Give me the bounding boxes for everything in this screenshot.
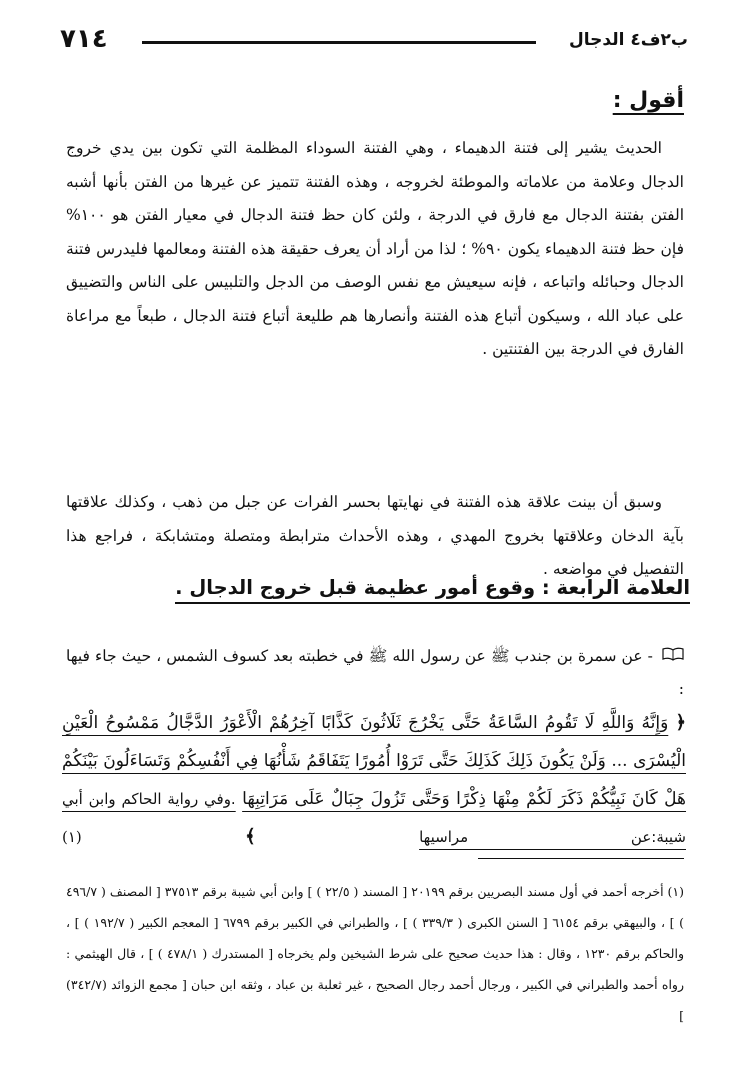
page-number: ٧١٤	[60, 24, 108, 54]
footnote-separator	[478, 858, 684, 859]
hadith-marker: -	[647, 647, 653, 665]
variant-reading-note: .وفي رواية الحاكم وابن أبي شيبة:عن مراسيها	[62, 790, 686, 846]
close-quran-bracket: ﴾	[245, 826, 256, 847]
hadith-text: وَإِنَّهُ وَاللَّهِ لَا تَقُومُ السَّاعَةُ حَتَّى يَخْرُجَ ثَلَاثُونَ كَذَّابًا آخِرُهُمْ الْأَعْوَرُ الدَّجَّالُ مَمْسُوحُ الْعَيْنِ الْيُسْرَى ... وَلَنْ يَكُونَ ذَلِكَ كَذَلِكَ حَتَّى تَرَوْا أُمُورًا يَتَفَاقَمُ شَأْنُهَا فِي أَنْفُسِكُمْ وَتَسَاءَلُونَ بَيْنَكُمْ هَلْ كَانَ نَبِيُّكُمْ ذَكَرَ لَكُمْ مِنْهَا ذِكْرًا وَحَتَّى تَزُولَ جِبَالٌ عَلَى مَرَاتِبِهَا	[62, 713, 687, 809]
aqul-heading-text: أقول :	[612, 88, 684, 113]
footnote	[66, 876, 684, 1031]
hadith-intro	[66, 640, 684, 706]
cross-reference-text: وسبق أن بينت علاقة هذه الفتنة في نهايتها بحسر الفرات عن جبل من ذهب ، وكذلك علاقتها بآية الدخان وعلاقتها بخروج المهدي ، وهذه الأحداث مترابطة ومتصلة ومتشابكة ، فراجع هذا التفصيل في مواضعه .	[66, 493, 684, 578]
commentary-paragraph	[66, 132, 684, 367]
footnote-ref[interactable]: (١)	[62, 828, 82, 846]
open-quran-bracket: ﴿	[675, 712, 686, 733]
hadith-quote	[62, 704, 686, 856]
section-heading	[60, 576, 690, 599]
cross-reference-paragraph	[66, 486, 684, 587]
hadith-intro-text: عن سمرة بن جندب ﷺ عن رسول الله ﷺ في خطبته بعد كسوف الشمس ، حيث جاء فيها :	[66, 647, 684, 698]
aqul-heading	[66, 88, 684, 113]
footnote-text: (١) أخرجه أحمد في أول مسند البصريين برقم ٢٠١٩٩ [ المسند ( ٢٢/٥ ) ] وابن أبي شيبة برقم ٣٧٥١٣ [ المصنف ( ٤٩٦/٧ ) ] ، والبيهقي برقم ٦١٥٤ [ السنن الكبرى ( ٣٣٩/٣ ) ] ، والطبراني في الكبير برقم ٦٧٩٩ [ المعجم الكبير ( ١٩٢/٧ ) ] ، والحاكم برقم ١٢٣٠ ، وقال : هذا حديث صحيح على شرط الشيخين ولم يخرجاه [ المستدرك ( ٤٧٨/١ ) ] ، قال الهيثمي : رواه أحمد والطبراني في الكبير ، ورجال أحمد رجال الصحيح ، غير ثعلبة بن عباد ، وثقه ابن حبان [ مجمع الزوائد (٣٤٢/٧) ]	[66, 884, 684, 1023]
section-heading-text: العلامة الرابعة : وقوع أمور عظيمة قبل خروج الدجال .	[175, 576, 690, 604]
chapter-title: ب٢ف٤ الدجال	[569, 30, 688, 50]
commentary-text: الحديث يشير إلى فتنة الدهيماء ، وهي الفتنة السوداء المظلمة التي تكون بين يدي خروج الدجال وعلامة من علاماته والموطئة لخروجه ، وهذه الفتنة تتميز عن غيرها من الفتن بأنها أشبه الفتن بفتنة الدجال مع فارق في الدرجة ، ولئن كان حظ فتنة الدجال في معيار الفتن هو ١٠٠% فإن حظ فتنة الدهيماء يكون ٩٠% ؛ لذا من أراد أن يعرف حقيقة هذه الفتنة ومعالمها فليدرس فتنة الدجال وحبائله واتباعه ، فإنه سيعيش مع نفس الوصف من الدجل والتلبيس على الناس والتضييق على عباد الله ، وسيكون أتباع هذه الفتنة وأنصارها هم طليعة أتباع فتنة الدجال ، طبعاً مع مراعاة الفارق في الدرجة بين الفتنتين .	[66, 139, 684, 358]
open-book-icon	[662, 640, 684, 673]
running-header	[60, 24, 688, 58]
header-rule	[142, 41, 536, 44]
